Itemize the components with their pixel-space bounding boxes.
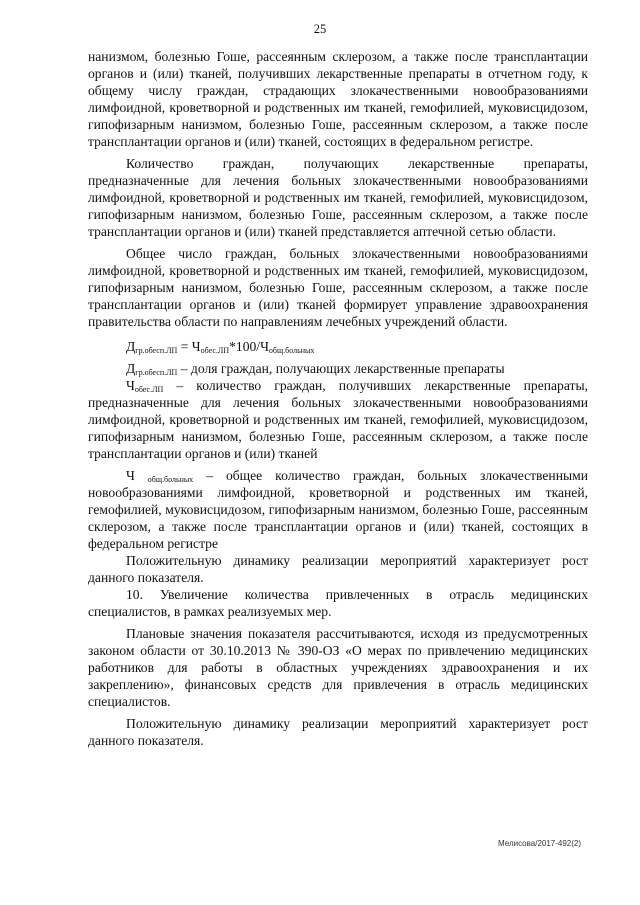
paragraph-item-10-heading: 10. Увеличение количества привлеченных в отрасль медицинских специалистов, в рамках реализуемых мер. xyxy=(88,587,588,619)
formula-symbol-d: Д xyxy=(126,339,136,354)
definition-total-text: – общее количество граждан, больных злокачественными новообразованиями лимфоидной, кроветворной и родственных им тканей, гемофилией, муковисцидозом, гипофизарным нанизмом, болезнью Гоше, рассеянным склерозом, а также после трансплантации органов и (или) тканей, состоящих в федеральном регистре xyxy=(88,468,588,551)
definition-recipients xyxy=(88,377,588,462)
formula-equals: = xyxy=(177,339,192,354)
formula-symbol-ch1: Ч xyxy=(191,339,201,354)
paragraph-dynamics-1: Положительную динамику реализации мероприятий характеризует рост данного показателя. xyxy=(88,553,588,585)
definition-share xyxy=(88,360,588,377)
definition-total-subscript: общ.больных xyxy=(147,475,194,484)
formula xyxy=(88,338,588,355)
paragraph-recipients-source: Количество граждан, получающих лекарственные препараты, предназначенные для лечения больных злокачественными новообразованиями лимфоидной, кроветворной и родственных им тканей, гемофилией, муковисцидозом, гипофизарным нанизмом, болезнью Гоше, рассеянным склерозом, а также после трансплантации органов и (или) тканей представляется аптечной сетью области. xyxy=(88,156,588,239)
definition-recipients-subscript: обес.ЛП xyxy=(134,385,164,394)
formula-multiplier: *100/ xyxy=(229,339,261,354)
formula-subscript-d: гр.обесп.ЛП xyxy=(135,346,178,355)
definition-total-symbol: Ч xyxy=(126,468,148,483)
paragraph-ratio-definition: нанизмом, болезнью Гоше, рассеянным склерозом, а также после трансплантации органов и (или) тканей, получивших лекарственные препараты в отчетном году, к общему числу граждан, страдающих злокачественными новообразованиями лимфоидной, кроветворной и родственных им тканей, гемофилией, муковисцидозом, гипофизарным нанизмом, болезнью Гоше, рассеянным склерозом, а также после трансплантации органов и (или) тканей, состоящих в федеральном регистре. xyxy=(88,49,588,149)
definition-total-patients xyxy=(88,467,588,552)
footer-reference: Мелисова/2017-492(2) xyxy=(498,839,582,848)
document-body xyxy=(88,48,588,749)
formula-subscript-ch1: обес.ЛП xyxy=(200,346,230,355)
formula-subscript-ch2: общ.больных xyxy=(268,346,315,355)
paragraph-planned-values: Плановые значения показателя рассчитываются, исходя из предусмотренных законом области от 30.10.2013 № 390-ОЗ «О мерах по привлечению медицинских работников для работы в областных учреждениях здравоохранения и их закреплению», финансовых средств для привлечения в отрасль медицинских специалистов. xyxy=(88,626,588,709)
definition-share-text: – доля граждан, получающих лекарственные препараты xyxy=(177,361,505,376)
definition-share-subscript: гр.обесп.ЛП xyxy=(135,368,178,377)
definition-recipients-symbol: Ч xyxy=(126,378,135,393)
paragraph-patients-source: Общее число граждан, больных злокачественными новообразованиями лимфоидной, кроветворной и родственных им тканей, гемофилией, муковисцидозом, гипофизарным нанизмом, болезнью Гоше, рассеянным склерозом, а также после трансплантации органов и (или) тканей формирует управление здравоохранения правительства области по направлениям лечебных учреждений области. xyxy=(88,246,588,329)
page-number: 25 xyxy=(313,22,327,36)
definition-share-symbol: Д xyxy=(126,361,136,376)
formula-symbol-ch2: Ч xyxy=(260,339,269,354)
paragraph-dynamics-2: Положительную динамику реализации мероприятий характеризует рост данного показателя. xyxy=(88,716,588,748)
definition-recipients-text: – количество граждан, получивших лекарственные препараты, предназначенные для лечения больных злокачественными новообразованиями лимфоидной, кроветворной и родственных им тканей, гемофилией, муковисцидозом, гипофизарным нанизмом, болезнью Гоше, рассеянным склерозом, а также после трансплантации органов и (или) тканей xyxy=(88,378,588,461)
